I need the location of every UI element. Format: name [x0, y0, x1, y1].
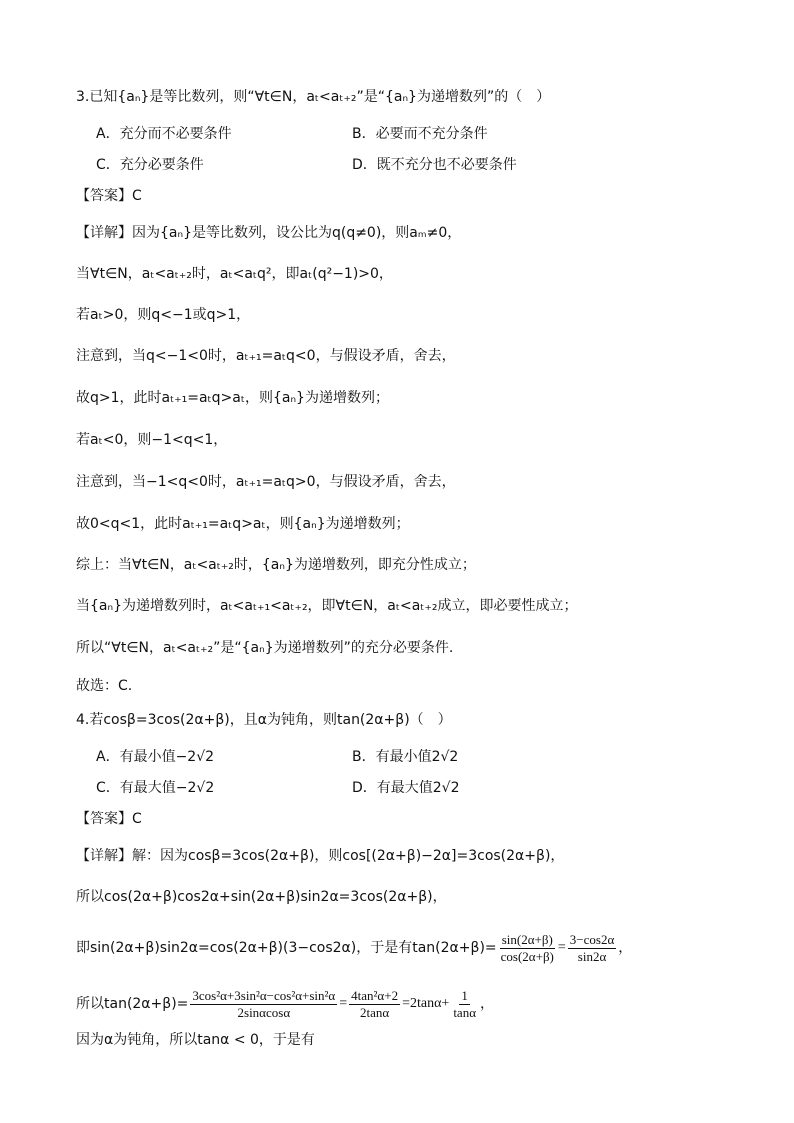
fraction-denominator: cos(2α+β): [500, 948, 554, 964]
q3-detail-line: 若aₜ>0，则q<−1或q>1，: [76, 307, 251, 323]
fraction-numerator: 4tan²α+2: [351, 987, 399, 1003]
q3-detail-line: 所以“∀t∈N，aₜ<aₜ₊₂”是“{aₙ}为递增数列”的充分必要条件.: [76, 640, 454, 656]
fraction: [190, 989, 337, 1020]
fraction-numerator: 3−cos2α: [569, 931, 615, 947]
q3-option-d: D．既不充分也不必要条件: [352, 157, 517, 173]
fraction-numerator: 3cos²α+3sin²α−cos²α+sin²α: [192, 987, 336, 1003]
q3-answer: 【答案】C: [76, 188, 142, 204]
q4-option-c: C．有最大值−2√2: [96, 780, 215, 796]
q4-equation-expand: [76, 984, 494, 1024]
q3-detail-line: 【详解】因为{aₙ}是等比数列，设公比为q(q≠0)，则aₘ≠0，: [76, 225, 462, 241]
fraction-numerator: 1: [461, 987, 468, 1003]
eq-tail: ，: [480, 996, 495, 1012]
fraction-denominator: sin2α: [577, 948, 607, 964]
fraction-denominator: tanα: [453, 1004, 477, 1020]
q4-option-a: A．有最小值−2√2: [96, 749, 215, 765]
equals-sign: =: [557, 940, 566, 955]
fraction: [451, 989, 478, 1020]
fraction-denominator: 2tanα: [360, 1004, 390, 1020]
q4-stem: 4.若cosβ=3cos(2α+β)，且α为钝角，则tan(2α+β)（ ）: [76, 712, 452, 728]
q3-detail-line: 故q>1，此时aₜ₊₁=aₜq>aₜ，则{aₙ}为递增数列；: [76, 390, 389, 406]
q3-detail-line: 当{aₙ}为递增数列时，aₜ<aₜ₊₁<aₜ₊₂，即∀t∈N，aₜ<aₜ₊₂成立，即必要性成立；: [76, 598, 578, 614]
eq-lead: 即sin(2α+β)sin2α=cos(2α+β)(3−cos2α)，于是有tan(2α+β)=: [76, 940, 497, 956]
fraction-numerator: sin(2α+β): [501, 931, 553, 947]
q3-detail-line: 当∀t∈N，aₜ<aₜ₊₂时，aₜ<aₜq²，即aₜ(q²−1)>0，: [76, 266, 393, 282]
q3-option-b: B．必要而不充分条件: [352, 126, 488, 142]
q4-equation-tan: [76, 928, 632, 968]
fraction: [349, 989, 400, 1020]
q4-detail-line: 所以cos(2α+β)cos2α+sin(2α+β)sin2α=3cos(2α+β)，: [76, 889, 447, 905]
eq-lead: 所以tan(2α+β)=: [76, 996, 189, 1012]
q4-detail-last: 因为α为钝角，所以tanα < 0，于是有: [76, 1032, 315, 1048]
q3-detail-line: 综上：当∀t∈N，aₜ<aₜ₊₂时，{aₙ}为递增数列，即充分性成立；: [76, 557, 476, 573]
equals-expression: =2tanα+: [402, 996, 450, 1011]
eq-tail: ，: [618, 940, 633, 956]
q4-detail-line: 【详解】解：因为cosβ=3cos(2α+β)，则cos[(2α+β)−2α]=3cos(2α+β)，: [76, 848, 565, 864]
q3-stem: 3.已知{aₙ}是等比数列，则“∀t∈N，aₜ<aₜ₊₂”是“{aₙ}为递增数列”的（ ）: [76, 89, 551, 105]
equals-sign: =: [339, 996, 348, 1011]
q4-answer: 【答案】C: [76, 811, 142, 827]
q3-detail-line: 注意到，当−1<q<0时，aₜ₊₁=aₜq>0，与假设矛盾，舍去，: [76, 474, 456, 490]
q4-option-d: D．有最大值2√2: [352, 780, 460, 796]
q3-detail-line: 故0<q<1，此时aₜ₊₁=aₜq>aₜ，则{aₙ}为递增数列；: [76, 516, 410, 532]
q3-detail-line: 注意到，当q<−1<0时，aₜ₊₁=aₜq<0，与假设矛盾，舍去，: [76, 348, 456, 364]
fraction: [568, 933, 616, 964]
fraction-denominator: 2sinαcosα: [237, 1004, 291, 1020]
q3-option-a: A．充分而不必要条件: [96, 126, 232, 142]
q3-detail-line: 若aₜ<0，则−1<q<1，: [76, 432, 228, 448]
q4-option-b: B．有最小值2√2: [352, 749, 459, 765]
fraction: [499, 933, 556, 964]
q3-option-c: C．充分必要条件: [96, 157, 204, 173]
q3-conclusion: 故选：C.: [76, 678, 133, 694]
